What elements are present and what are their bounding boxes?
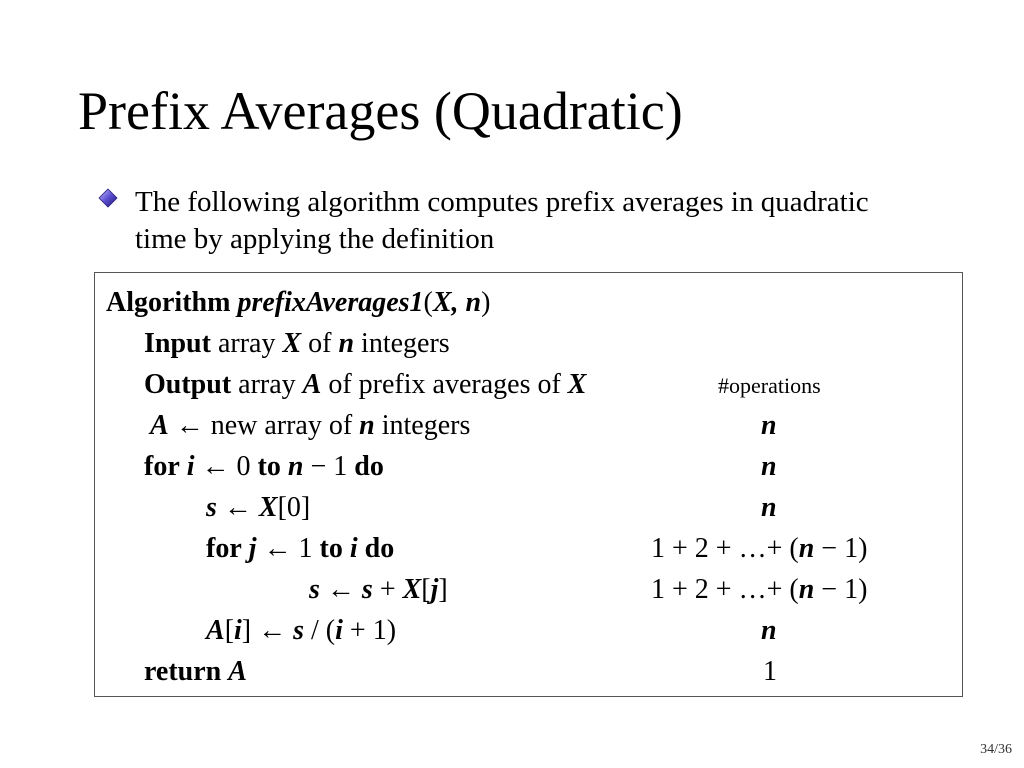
s-accum-var-s2: s <box>361 574 373 605</box>
a-assign-var-a: A <box>206 615 225 646</box>
to2-keyword: to <box>319 533 343 564</box>
s-init-line <box>206 494 310 522</box>
for-keyword: for <box>144 451 180 482</box>
ops-s-init: n <box>761 492 777 523</box>
for-i-line <box>144 453 384 481</box>
page-number: 34/36 <box>980 742 1012 757</box>
a-assign-var-i2: i <box>335 615 343 646</box>
input-line <box>144 330 450 358</box>
input-text-1: array <box>210 328 283 359</box>
s-accum-text-2: + <box>372 574 403 605</box>
a-assign-line <box>206 617 396 645</box>
for-var-n: n <box>287 451 304 482</box>
s-init-var-s: s <box>206 492 217 523</box>
do2-keyword: do <box>364 533 395 564</box>
s-accum-var-j: j <box>430 574 439 605</box>
output-var-a: A <box>302 369 322 400</box>
a-assign-text-3: / ( <box>304 615 336 646</box>
s-init-text-2: [0] <box>277 492 311 523</box>
slide-title: Prefix Averages (Quadratic) <box>78 81 683 141</box>
do-keyword: do <box>354 451 384 482</box>
params-close: ) <box>481 287 491 318</box>
ops-for-j-pre: 1 + 2 + …+ ( <box>651 533 799 564</box>
output-text-1: array <box>231 369 303 400</box>
output-line <box>144 371 586 399</box>
input-var-x: X <box>282 328 302 359</box>
output-var-x: X <box>567 369 587 400</box>
ops-a-assign: n <box>761 615 777 646</box>
a-assign-text-1: [ <box>224 615 235 646</box>
algorithm-params: X, n <box>432 287 482 318</box>
to-keyword: to <box>257 451 281 482</box>
for2-var-i: i <box>349 533 358 564</box>
diamond-bullet-icon <box>98 188 118 208</box>
for2-var-j: j <box>248 533 257 564</box>
alloc-var-a: A <box>150 410 169 441</box>
input-keyword: Input <box>144 328 211 359</box>
s-accum-text-3: [ <box>421 574 431 605</box>
ops-s-accum-pre: 1 + 2 + …+ ( <box>651 574 799 605</box>
params-open: ( <box>423 287 433 318</box>
s-accum-var-s: s <box>309 574 320 605</box>
alloc-text-2: integers <box>374 410 471 441</box>
output-text-2: of prefix averages of <box>321 369 568 400</box>
input-text-2: of <box>301 328 339 359</box>
bullet-text: The following algorithm computes prefix averages in quadratic time by applying the definition <box>135 186 869 255</box>
alloc-text-1: ← new array of <box>168 410 360 441</box>
a-assign-text-2: ] ← <box>241 615 294 646</box>
s-accum-text-1: ← <box>319 574 362 605</box>
ops-s-accum <box>651 576 867 604</box>
algorithm-keyword: Algorithm <box>106 287 231 318</box>
ops-return: 1 <box>763 656 777 687</box>
s-accum-var-x: X <box>402 574 422 605</box>
alloc-var-n: n <box>359 410 375 441</box>
ops-s-accum-var: n <box>798 574 815 605</box>
input-text-3: integers <box>354 328 450 359</box>
a-assign-var-i: i <box>234 615 242 646</box>
alloc-line <box>150 412 470 440</box>
output-keyword: Output <box>144 369 232 400</box>
for2-text-1: ← 1 <box>256 533 320 564</box>
operations-header: #operations <box>718 373 821 398</box>
s-accum-text-4: ] <box>438 574 448 605</box>
input-var-n: n <box>338 328 355 359</box>
for-text-1: ← 0 <box>194 451 258 482</box>
return-keyword: return <box>144 656 222 687</box>
a-assign-text-4: + 1) <box>342 615 397 646</box>
ops-for-j-var: n <box>798 533 815 564</box>
ops-alloc: n <box>761 410 777 441</box>
for-text-2: − 1 <box>303 451 355 482</box>
ops-for-j <box>651 535 867 563</box>
ops-s-accum-post: − 1) <box>814 574 868 605</box>
s-init-text-1: ← <box>216 492 259 523</box>
for2-keyword: for <box>206 533 242 564</box>
a-assign-var-s: s <box>293 615 305 646</box>
algorithm-header <box>106 289 490 317</box>
for-var-i: i <box>186 451 195 482</box>
s-accum-line <box>309 576 448 604</box>
ops-for-i: n <box>761 451 777 482</box>
algorithm-name: prefixAverages1 <box>237 287 424 318</box>
s-init-var-x: X <box>258 492 278 523</box>
return-var-a: A <box>228 656 247 687</box>
ops-for-j-post: − 1) <box>814 533 868 564</box>
return-line <box>144 658 247 686</box>
for-j-line <box>206 535 394 563</box>
